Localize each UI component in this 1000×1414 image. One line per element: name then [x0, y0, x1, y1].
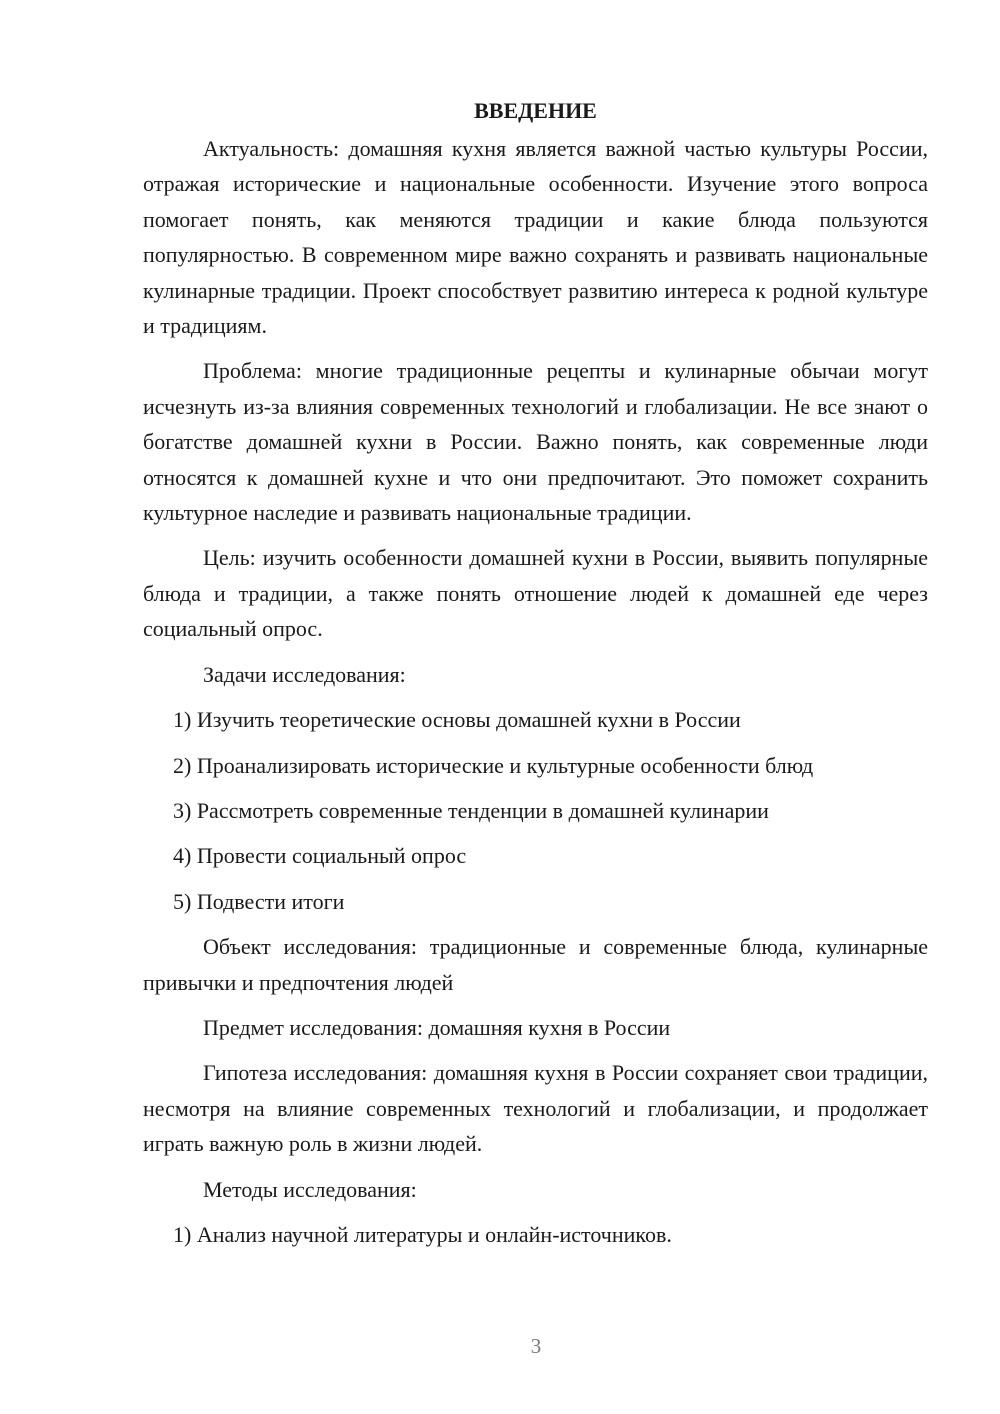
relevance-paragraph: Актуальность: домашняя кухня является важной частью культуры России, отражая исторические и национальные особенности. Изучение этого вопроса помогает понять, как меняются традиции и какие блюда пользуются популярностью. В современном мире важно сохранять и развивать национальные кулинарные традиции. Проект способствует развитию интереса к родной культуре и традициям. — [143, 136, 928, 339]
hypothesis-paragraph: Гипотеза исследования: домашняя кухня в России сохраняет свои традиции, несмотря на влияние современных технологий и глобализации, и продолжает играть важную роль в жизни людей. — [143, 1060, 928, 1157]
methods-heading: Методы исследования: — [203, 1176, 417, 1202]
list-item: 5) Подвести итоги — [173, 888, 345, 914]
tasks-list — [143, 702, 928, 919]
subject-paragraph: Предмет исследования: домашняя кухня в России — [203, 1014, 671, 1040]
list-item: 1) Изучить теоретические основы домашней кухни в России — [173, 707, 741, 733]
goal-paragraph: Цель: изучить особенности домашней кухни в России, выявить популярные блюда и традиции, а также понять отношение людей к домашней еде через социальный опрос. — [143, 545, 928, 642]
object-paragraph: Объект исследования: традиционные и современные блюда, кулинарные привычки и предпочтения людей — [143, 934, 928, 995]
list-item: 4) Провести социальный опрос — [173, 843, 467, 869]
list-item: 2) Проанализировать исторические и культурные особенности блюд — [173, 752, 814, 778]
tasks-heading: Задачи исследования: — [203, 661, 406, 687]
list-item: 1) Анализ научной литературы и онлайн-источников. — [173, 1221, 672, 1247]
page-number: 3 — [530, 1334, 542, 1358]
document-page — [143, 96, 928, 1262]
page-title: ВВЕДЕНИЕ — [474, 98, 597, 123]
list-item: 3) Рассмотреть современные тенденции в домашней кулинарии — [173, 797, 769, 823]
problem-paragraph: Проблема: многие традиционные рецепты и кулинарные обычаи могут исчезнуть из-за влияния современных технологий и глобализации. Не все знают о богатстве домашней кухни в России. Важно понять, как современные люди относятся к домашней кухне и что они предпочитают. Это поможет сохранить культурное наследие и развивать национальные традиции. — [143, 358, 928, 526]
methods-list — [143, 1217, 928, 1252]
